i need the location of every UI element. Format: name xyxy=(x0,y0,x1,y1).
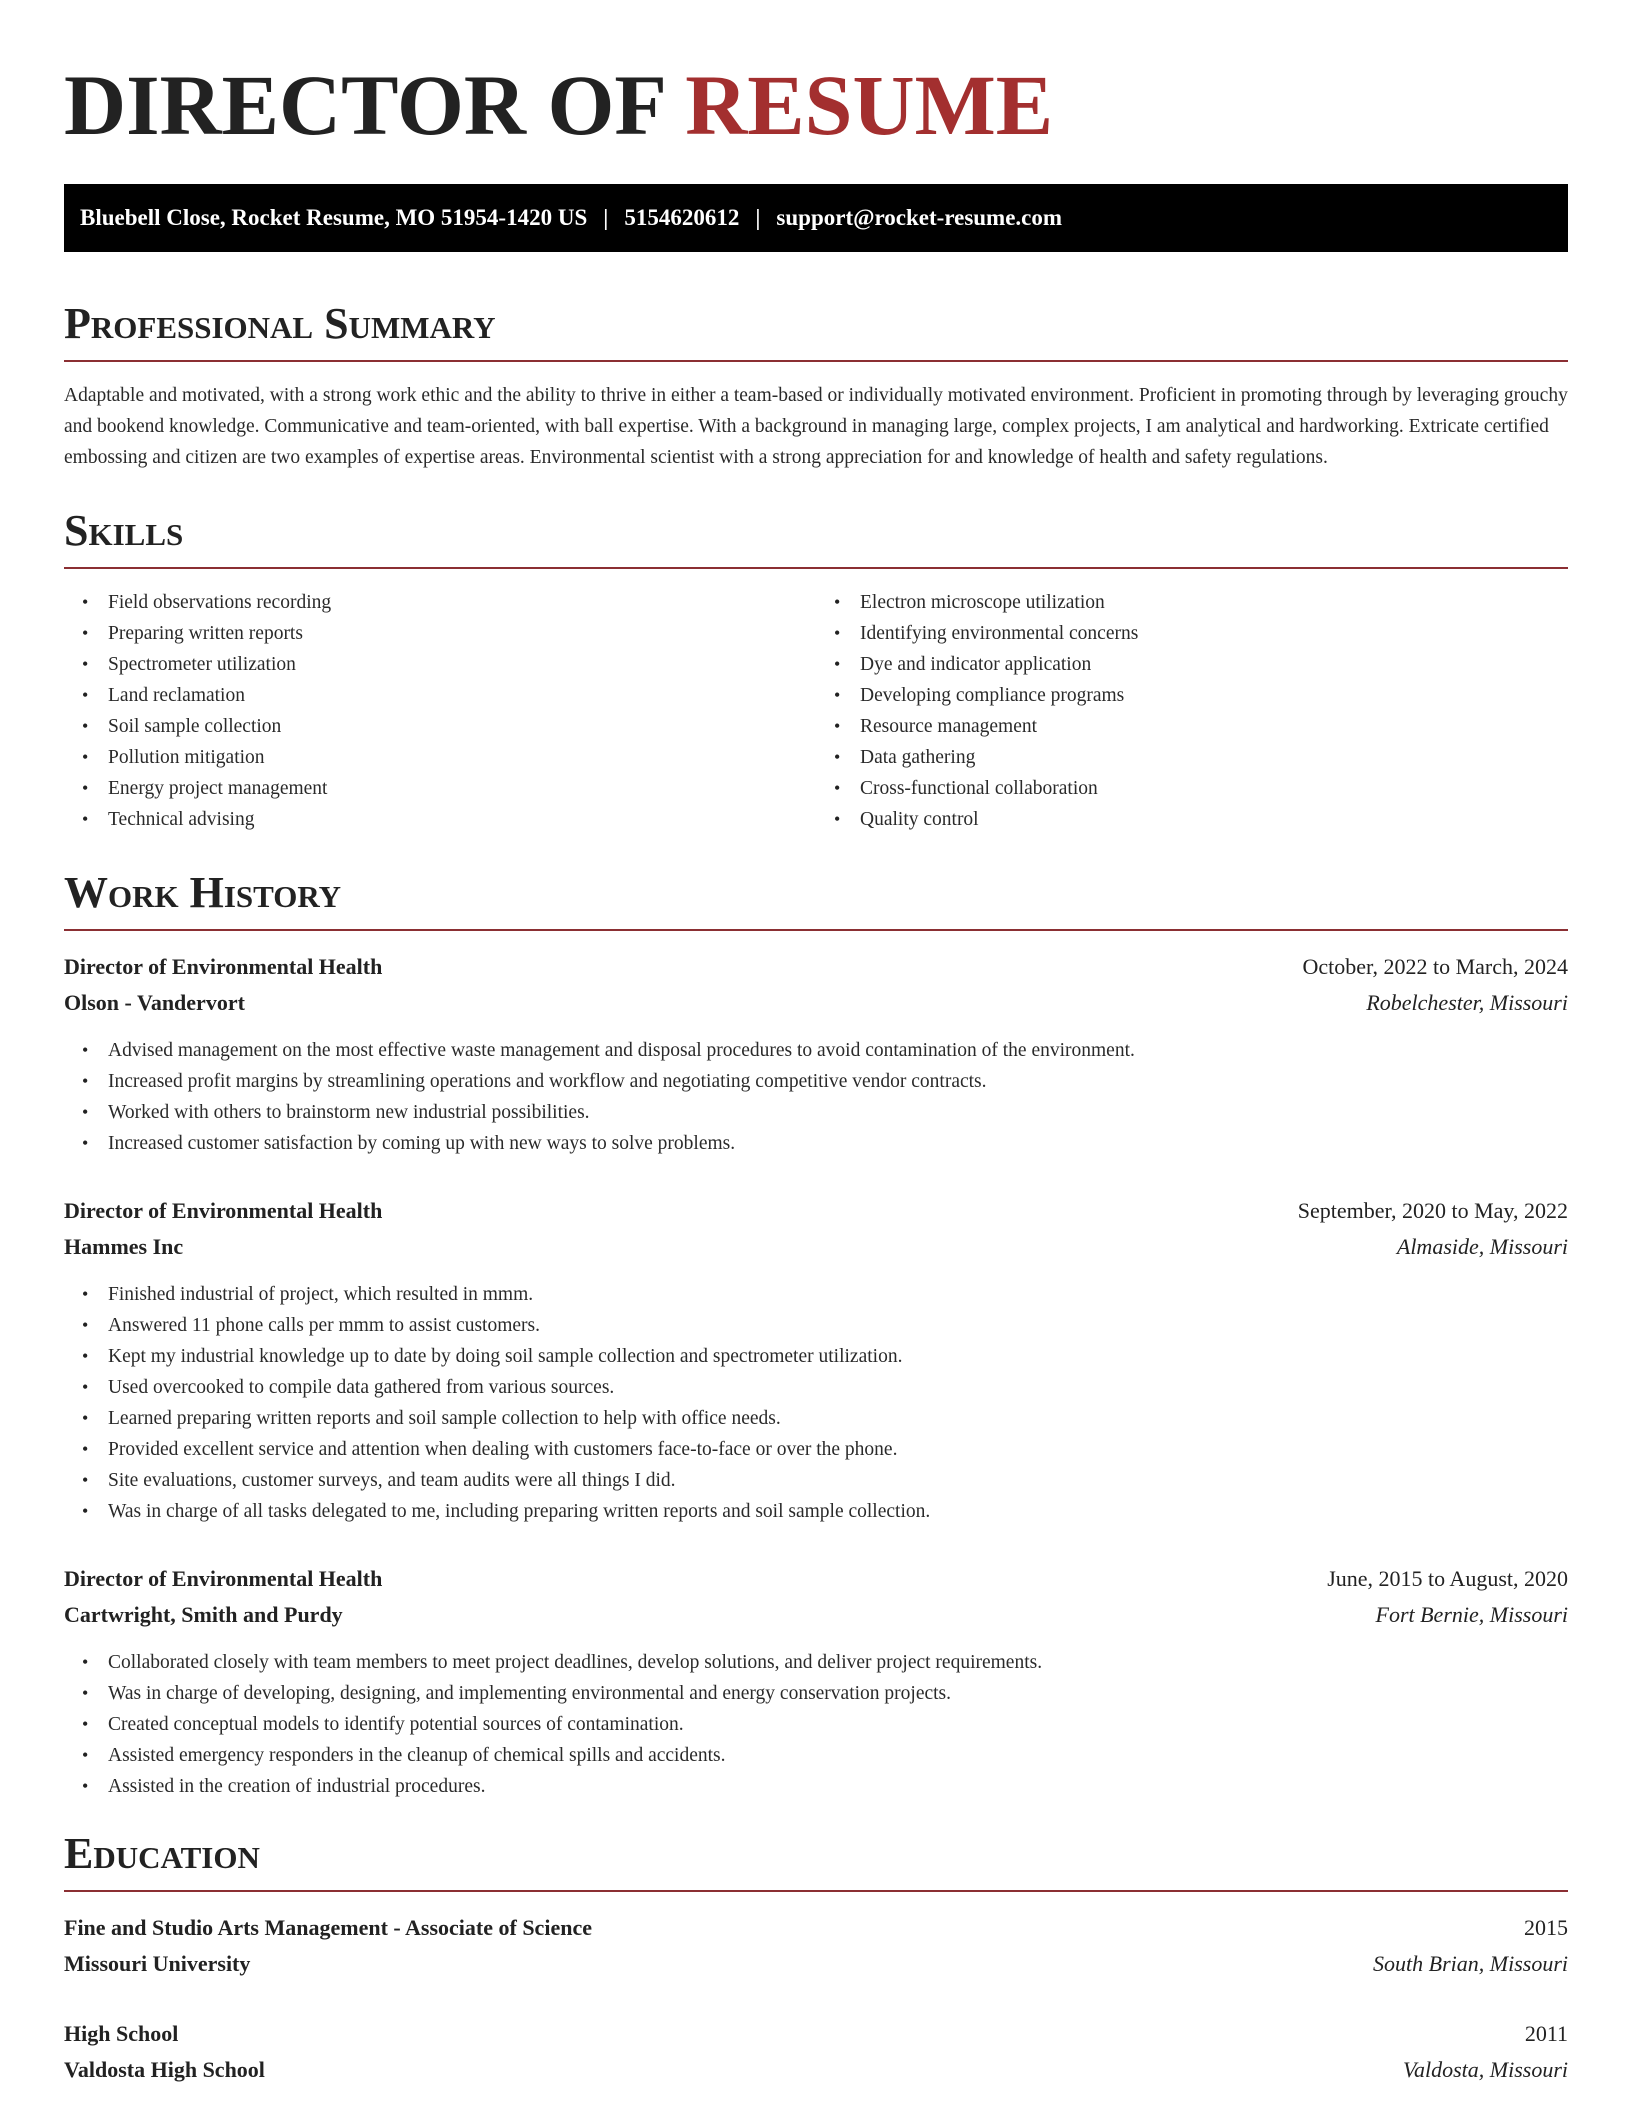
job-location: Fort Bernie, Missouri xyxy=(1375,1602,1568,1627)
skill-item: • Resource management xyxy=(860,711,1568,742)
education-heading: Education xyxy=(64,1832,1568,1892)
education-year: 2011 xyxy=(1524,2021,1568,2046)
education-location: Valdosta, Missouri xyxy=(1402,2057,1568,2082)
skill-item: • Quality control xyxy=(860,804,1568,835)
job-list xyxy=(64,949,1568,1802)
job-entry xyxy=(64,1193,1568,1527)
job-title-row xyxy=(64,1561,1568,1597)
skill-item: • Technical advising xyxy=(108,804,816,835)
contact-separator: | xyxy=(603,205,609,230)
job-bullets xyxy=(64,1279,1568,1527)
skill-item: • Data gathering xyxy=(860,742,1568,773)
education-degree: High School xyxy=(64,2021,179,2046)
job-bullet: • Collaborated closely with team members to meet project deadlines, develop solutions, and deliver project requirements. xyxy=(108,1647,1568,1678)
job-company: Hammes Inc xyxy=(64,1234,184,1259)
name-last: RESUME xyxy=(685,57,1054,153)
job-dates: September, 2020 to May, 2022 xyxy=(1297,1198,1568,1223)
summary-text: Adaptable and motivated, with a strong work ethic and the ability to thrive in either a team-based or individually motivated environment. Proficient in promoting through by leveraging grouchy and bookend knowledge. Communicative and team-oriented, with ball expertise. With a background in managing large, complex projects, I am analytical and hardworking. Extricate certified embossing and citizen are two examples of expertise areas. Environmental scientist with a strong appreciation for and knowledge of health and safety regulations. xyxy=(64,385,1568,468)
summary-heading: Professional Summary xyxy=(64,302,1568,362)
skill-item: • Field observations recording xyxy=(108,587,816,618)
education-degree-row xyxy=(64,1910,1568,1946)
contact-address: Bluebell Close, Rocket Resume, MO 51954-1420 US xyxy=(80,205,588,230)
skills-section xyxy=(64,506,1568,835)
skill-item: • Spectrometer utilization xyxy=(108,649,816,680)
job-bullet: • Learned preparing written reports and soil sample collection to help with office needs. xyxy=(108,1403,1568,1434)
skills-heading: Skills xyxy=(64,509,1568,569)
job-company: Cartwright, Smith and Purdy xyxy=(64,1602,343,1627)
education-entry xyxy=(64,2016,1568,2088)
contact-phone[interactable]: 5154620612 xyxy=(624,205,740,230)
skill-item: • Cross-functional collaboration xyxy=(860,773,1568,804)
job-bullet: • Was in charge of all tasks delegated to me, including preparing written reports and soil sample collection. xyxy=(108,1496,1568,1527)
skill-item: • Dye and indicator application xyxy=(860,649,1568,680)
job-title: Director of Environmental Health xyxy=(64,1198,383,1223)
job-dates: June, 2015 to August, 2020 xyxy=(1327,1566,1568,1591)
work-history-heading: Work History xyxy=(64,871,1568,931)
skill-item: • Electron microscope utilization xyxy=(860,587,1568,618)
job-bullet: • Increased profit margins by streamlining operations and workflow and negotiating competitive vendor contracts. xyxy=(108,1066,1568,1097)
job-bullet: • Answered 11 phone calls per mmm to assist customers. xyxy=(108,1310,1568,1341)
contact-email[interactable]: support@rocket-resume.com xyxy=(776,205,1063,230)
job-bullet: • Kept my industrial knowledge up to date by doing soil sample collection and spectrometer utilization. xyxy=(108,1341,1568,1372)
skill-item: • Land reclamation xyxy=(108,680,816,711)
job-title-row xyxy=(64,1193,1568,1229)
education-school: Missouri University xyxy=(64,1951,251,1976)
work-history-section xyxy=(64,868,1568,1802)
skills-grid xyxy=(64,587,1568,835)
education-section xyxy=(64,1829,1568,2088)
job-title: Director of Environmental Health xyxy=(64,1566,383,1591)
job-bullet: • Worked with others to brainstorm new industrial possibilities. xyxy=(108,1097,1568,1128)
education-school-row xyxy=(64,2052,1568,2088)
skill-item: • Energy project management xyxy=(108,773,816,804)
skills-column-right xyxy=(816,587,1568,835)
skill-item: • Identifying environmental concerns xyxy=(860,618,1568,649)
job-bullet: • Was in charge of developing, designing, and implementing environmental and energy conservation projects. xyxy=(108,1678,1568,1709)
name-first: DIRECTOR OF xyxy=(64,57,664,153)
education-degree: Fine and Studio Arts Management - Associate of Science xyxy=(64,1915,592,1940)
job-company-row xyxy=(64,1229,1568,1265)
job-bullet: • Site evaluations, customer surveys, and team audits were all things I did. xyxy=(108,1465,1568,1496)
education-school-row xyxy=(64,1946,1568,1982)
job-entry xyxy=(64,1561,1568,1802)
contact-separator: | xyxy=(755,205,761,230)
education-list xyxy=(64,1910,1568,2088)
job-bullet: • Assisted emergency responders in the cleanup of chemical spills and accidents. xyxy=(108,1740,1568,1771)
resume-name xyxy=(64,52,1568,153)
education-degree-row xyxy=(64,2016,1568,2052)
job-bullet: • Used overcooked to compile data gathered from various sources. xyxy=(108,1372,1568,1403)
skill-item: • Pollution mitigation xyxy=(108,742,816,773)
education-entry xyxy=(64,1910,1568,1982)
job-company: Olson - Vandervort xyxy=(64,990,245,1015)
job-company-row xyxy=(64,985,1568,1021)
job-bullet: • Provided excellent service and attention when dealing with customers face-to-face or over the phone. xyxy=(108,1434,1568,1465)
education-location: South Brian, Missouri xyxy=(1373,1951,1568,1976)
contact-bar xyxy=(64,184,1568,252)
skill-item: • Soil sample collection xyxy=(108,711,816,742)
education-school: Valdosta High School xyxy=(64,2057,265,2082)
job-bullet: • Created conceptual models to identify potential sources of contamination. xyxy=(108,1709,1568,1740)
job-bullet: • Advised management on the most effective waste management and disposal procedures to avoid contamination of the environment. xyxy=(108,1035,1568,1066)
job-title-row xyxy=(64,949,1568,985)
skill-item: • Developing compliance programs xyxy=(860,680,1568,711)
job-dates: October, 2022 to March, 2024 xyxy=(1302,954,1568,979)
job-bullet: • Finished industrial of project, which resulted in mmm. xyxy=(108,1279,1568,1310)
job-company-row xyxy=(64,1597,1568,1633)
job-bullets xyxy=(64,1035,1568,1159)
job-entry xyxy=(64,949,1568,1159)
job-location: Almaside, Missouri xyxy=(1396,1234,1568,1259)
skills-column-left xyxy=(64,587,816,835)
job-bullet: • Increased customer satisfaction by coming up with new ways to solve problems. xyxy=(108,1128,1568,1159)
job-location: Robelchester, Missouri xyxy=(1366,990,1568,1015)
job-bullet: • Assisted in the creation of industrial procedures. xyxy=(108,1771,1568,1802)
job-bullets xyxy=(64,1647,1568,1802)
summary-section xyxy=(64,299,1568,473)
skill-item: • Preparing written reports xyxy=(108,618,816,649)
education-year: 2015 xyxy=(1524,1915,1568,1940)
job-title: Director of Environmental Health xyxy=(64,954,383,979)
